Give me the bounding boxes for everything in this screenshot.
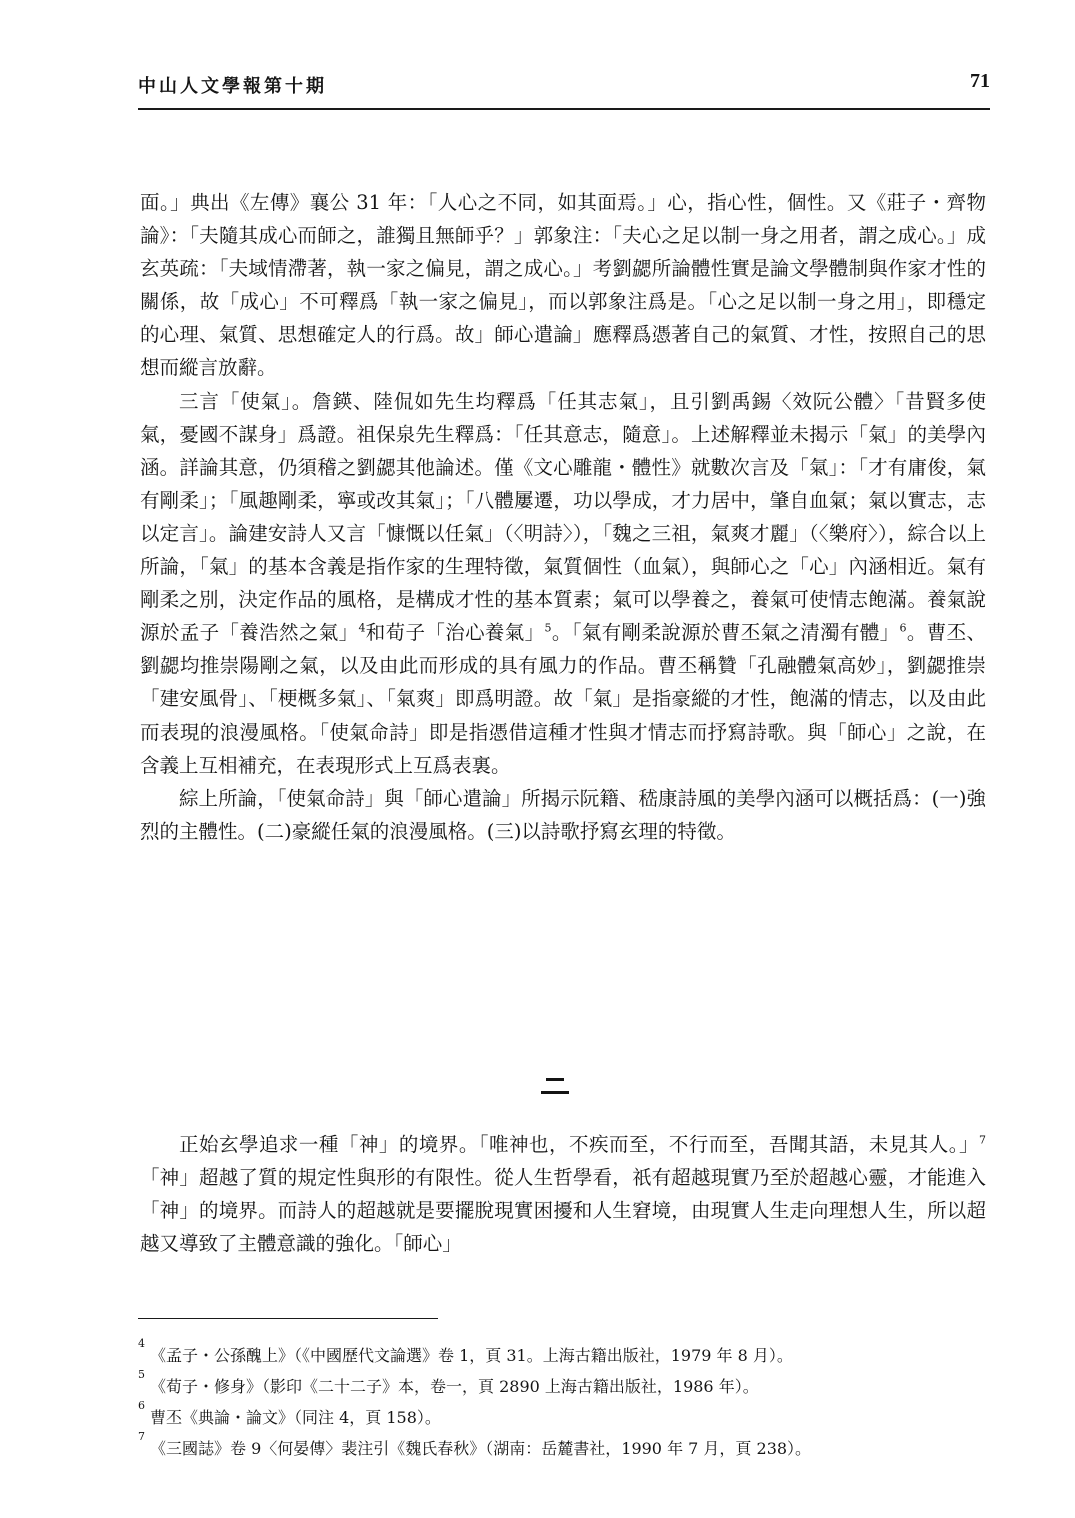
header-rule [138, 108, 990, 110]
body-text-upper [140, 186, 986, 848]
footnote-4 [138, 1337, 990, 1371]
footnotes [138, 1337, 990, 1464]
paragraph-4-text-a: 正始玄學追求一種「神」的境界。「唯神也，不疾而至，不行而至，吾聞其語，未見其人。」 [179, 1133, 979, 1156]
section-number-two [541, 1076, 569, 1096]
paragraph-2-text-c: 。「氣有剛柔說源於曹丕氣之清濁有體」 [551, 621, 900, 645]
footnote-text: 《孟子・公孫醜上》（《中國歷代文論選》卷 1，頁 31。上海古籍出版社，1979 年 8 月）。 [150, 1346, 793, 1365]
paragraph-2-text-d: 。曹丕、劉勰均推崇陽剛之氣，以及由此而形成的具有風力的作品。曹丕稱贊「孔融體氣高妙」，劉勰推崇「建安風骨」、「梗概多氣」、「氣爽」即爲明證。故「氣」是指豪縱的才性，飽滿的情志，以及由此而表現的浪漫風格。「使氣命詩」即是指憑借這種才性與才情志而抒寫詩歌。與「師心」之說，在含義上互相補充，在表現形式上互爲表裏。 [140, 621, 986, 777]
footnote-5 [138, 1368, 990, 1402]
paragraph-2 [140, 385, 986, 782]
footnote-rule [138, 1318, 438, 1319]
footnote-number: 4 [138, 1337, 145, 1350]
footnote-text: 曹丕《典論・論文》（同注 4，頁 158）。 [150, 1408, 441, 1427]
footnote-6 [138, 1399, 990, 1433]
footnote-number: 6 [138, 1399, 145, 1412]
paragraph-2-text-b: 和荀子「治心養氣」 [365, 621, 545, 645]
footnote-ref-4: 4 [358, 621, 366, 635]
footnote-7 [138, 1430, 990, 1464]
paragraph-4-text-b: 「神」超越了質的規定性與形的有限性。從人生哲學看，祇有超越現實乃至於超越心靈，才能進入「神」的境界。而詩人的超越就是要擺脫現實困擾和人生窘境，由現實人生走向理想人生，所以超越又導致了主體意識的強化。「師心」 [140, 1166, 986, 1256]
paragraph-2-text-a: 三言「使氣」。詹鍈、陸侃如先生均釋爲「任其志氣」，且引劉禹錫〈效阮公體〉「昔賢多使氣，憂國不謀身」爲證。祖保泉先生釋爲：「任其意志，隨意」。上述解釋並未揭示「氣」的美學內涵。詳論其意，仍須稽之劉勰其他論述。僅《文心雕龍・體性》就數次言及「氣」：「才有庸俊，氣有剛柔」；「風趣剛柔，寧或改其氣」；「八體屢遷，功以學成，才力居中，肇自血氣；氣以實志，志以定言」。論建安詩人又言「慷慨以任氣」（〈明詩〉），「魏之三祖，氣爽才麗」（〈樂府〉），綜合以上所論，「氣」的基本含義是指作家的生理特徵，氣質個性（血氣），與師心之「心」內涵相近。氣有剛柔之別，決定作品的風格，是構成才性的基本質素；氣可以學養之，養氣可使情志飽滿。養氣說源於孟子「養浩然之氣」 [140, 389, 986, 645]
paragraph-1: 面。」典出《左傳》襄公 31 年：「人心之不同，如其面焉。」心，指心性，個性。又《莊子・齊物論》：「夫隨其成心而師之，誰獨且無師乎？」郭象注：「夫心之足以制一身之用者，謂之成心。」成玄英疏：「夫域情滯著，執一家之偏見，謂之成心。」考劉勰所論體性實是論文學體制與作家才性的關係，故「成心」不可釋爲「執一家之偏見」，而以郭象注爲是。「心之足以制一身之用」，即穩定的心理、氣質、思想確定人的行爲。故」師心遣論」應釋爲憑著自己的氣質、才性，按照自己的思想而縱言放辭。 [140, 191, 986, 380]
footnote-text: 《荀子・修身》（影印《二十二子》本，卷一，頁 2890 上海古籍出版社，1986 年）。 [150, 1377, 759, 1396]
footnote-number: 7 [138, 1430, 145, 1443]
journal-title: 中山人文學報第十期 [138, 76, 327, 97]
footnote-ref-7: 7 [979, 1133, 986, 1147]
running-header [138, 72, 990, 102]
footnote-text: 《三國誌》卷 9〈何晏傳〉裴注引《魏氏春秋》（湖南：岳麓書社，1990 年 7 月，頁 238）。 [150, 1439, 812, 1458]
page-number: 71 [970, 70, 990, 92]
footnote-ref-5: 5 [544, 621, 552, 635]
body-text-lower [140, 1128, 986, 1260]
footnote-number: 5 [138, 1368, 145, 1381]
paragraph-3: 綜上所論，「使氣命詩」與「師心遣論」所揭示阮籍、嵇康詩風的美學內涵可以概括爲：(一)強烈的主體性。(二)豪縱任氣的浪漫風格。(三)以詩歌抒寫玄理的特徵。 [140, 786, 986, 843]
footnote-ref-6: 6 [899, 621, 907, 635]
paragraph-4 [140, 1128, 986, 1260]
